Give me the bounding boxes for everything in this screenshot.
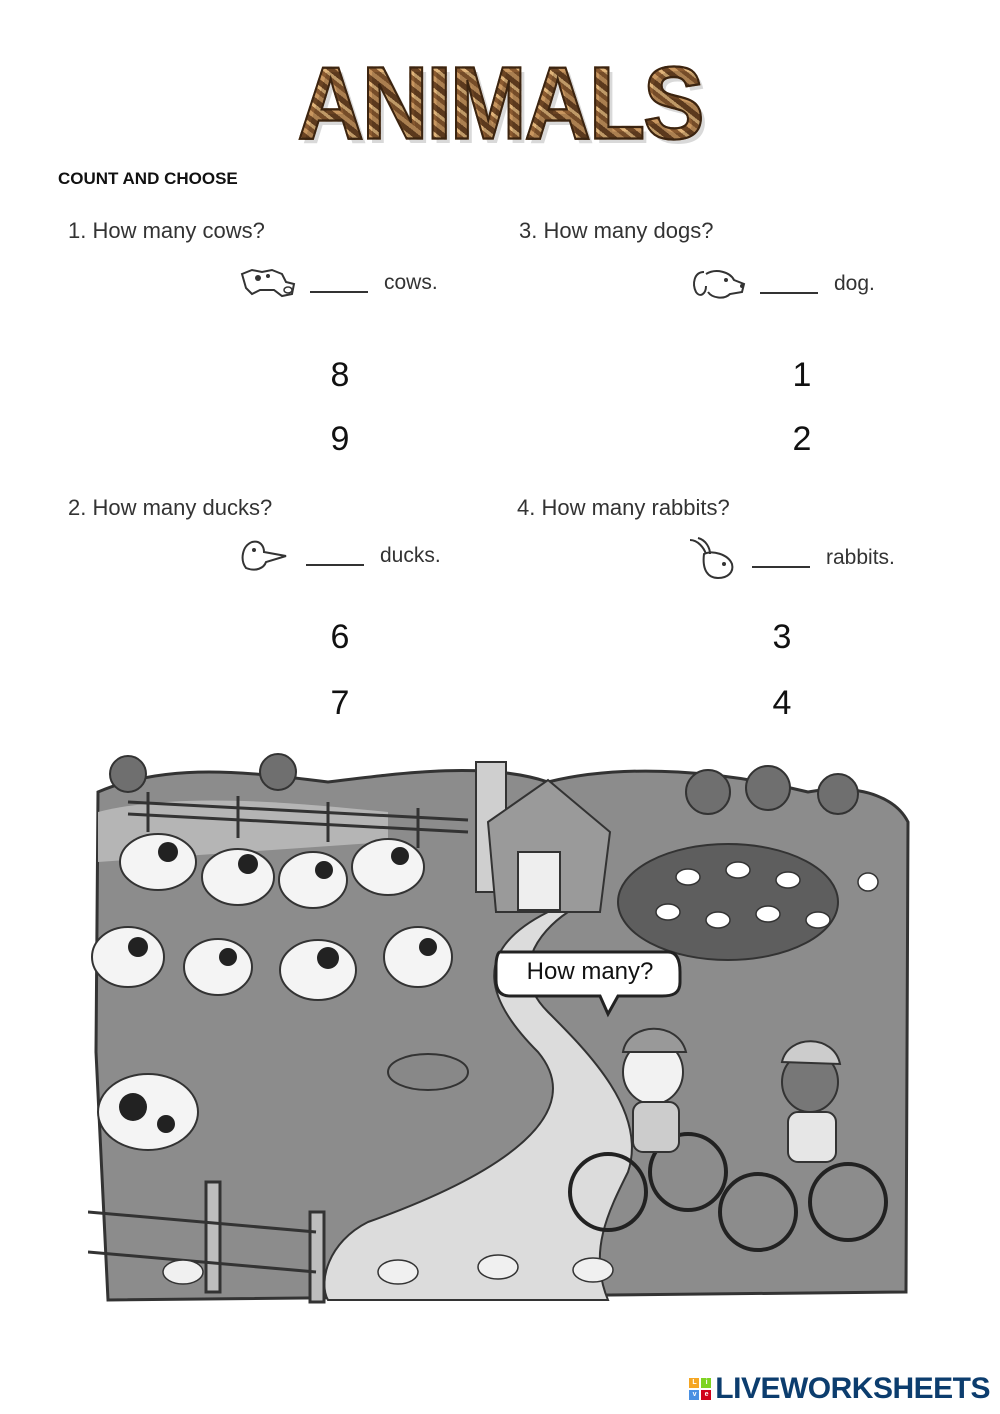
question-ducks: 2. How many ducks?: [68, 495, 273, 520]
liveworksheets-logo[interactable]: [689, 1372, 990, 1406]
dog-icon: [690, 266, 746, 302]
rabbit-icon: [684, 536, 738, 580]
question-rabbits: 4. How many rabbits?: [517, 495, 730, 520]
answer-line-dogs: [690, 266, 875, 302]
logo-text: LIVEWORKSHEETS: [715, 1372, 990, 1405]
option-rabbits-3[interactable]: 3: [772, 618, 792, 656]
option-ducks-6[interactable]: 6: [330, 618, 350, 656]
blank-rabbits[interactable]: [752, 548, 810, 568]
blank-cows[interactable]: [310, 273, 368, 293]
option-dogs-1[interactable]: 1: [792, 356, 812, 394]
worksheet-title: ANIMALS: [0, 46, 1000, 164]
cow-icon: [238, 266, 296, 300]
answer-line-rabbits: [684, 536, 895, 580]
farm-scene-illustration: [88, 752, 916, 1312]
instruction-text: COUNT AND CHOOSE: [58, 169, 238, 188]
farm-scene-svg: [88, 752, 916, 1312]
logo-badge-icon: L i v e: [689, 1378, 711, 1400]
option-dogs-2[interactable]: 2: [792, 420, 812, 458]
speech-bubble-text: How many?: [526, 958, 654, 985]
blank-dogs[interactable]: [760, 274, 818, 294]
option-ducks-7[interactable]: 7: [330, 684, 350, 722]
question-cows: 1. How many cows?: [68, 218, 265, 243]
blank-ducks[interactable]: [306, 546, 364, 566]
unit-rabbits: rabbits.: [826, 546, 895, 569]
option-rabbits-4[interactable]: 4: [772, 684, 792, 722]
option-cows-8[interactable]: 8: [330, 356, 350, 394]
unit-cows: cows.: [384, 271, 438, 294]
unit-dogs: dog.: [834, 272, 875, 295]
duck-icon: [236, 538, 292, 574]
unit-ducks: ducks.: [380, 544, 441, 567]
option-cows-9[interactable]: 9: [330, 420, 350, 458]
answer-line-cows: [238, 266, 438, 300]
question-dogs: 3. How many dogs?: [519, 218, 714, 243]
answer-line-ducks: [236, 538, 441, 574]
